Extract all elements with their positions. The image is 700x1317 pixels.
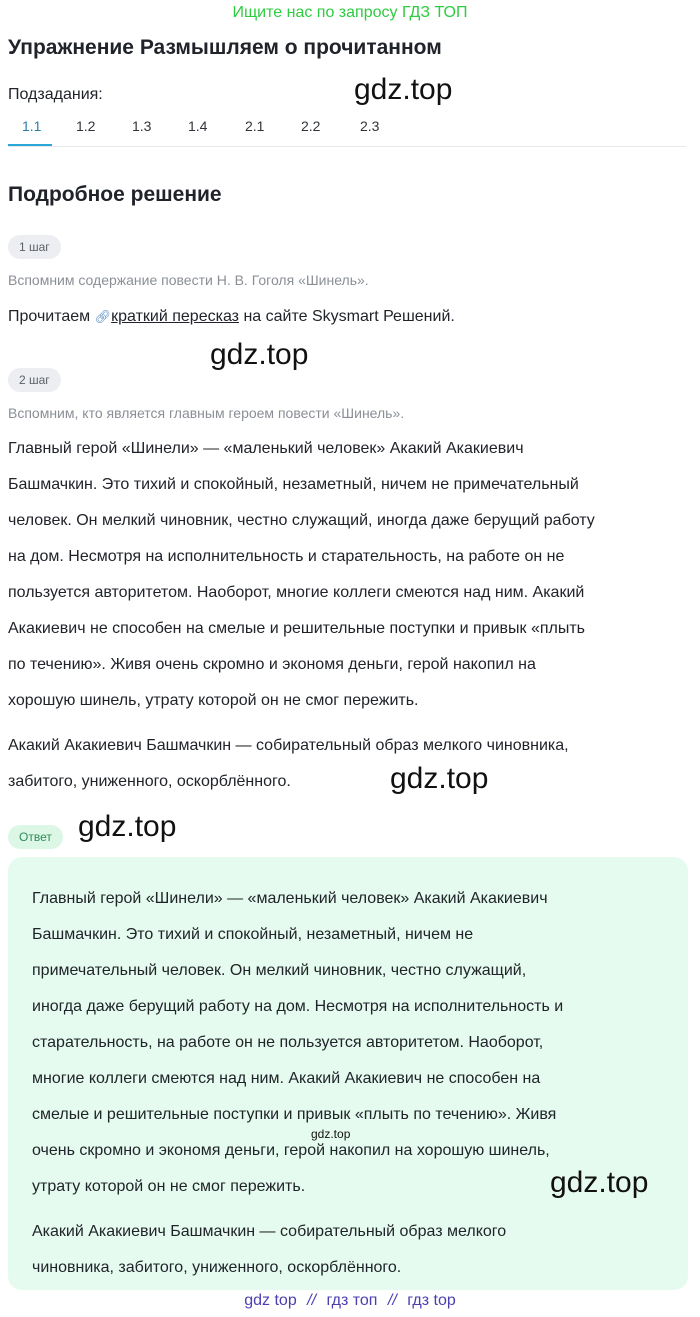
watermark: gdz.top	[210, 338, 309, 371]
text-line: примечательный человек. Он мелкий чиновник, честно служащий,	[32, 962, 527, 979]
step-2-badge: 2 шаг	[8, 368, 61, 392]
summary-link[interactable]: краткий пересказ	[111, 308, 239, 325]
step-1-text	[8, 308, 455, 326]
link-icon: 🔗︎	[94, 309, 112, 324]
watermark: gdz.top	[390, 762, 489, 795]
subtasks-label: Подзадания:	[8, 86, 103, 103]
text-line: очень скромно и экономя деньги, герой накопил на хорошую шинель,	[32, 1142, 550, 1159]
step-2-paragraph-2	[8, 728, 698, 800]
text-line: смелые и решительные поступки и привык «плыть по течению». Живя	[32, 1106, 557, 1123]
footer-links	[0, 1292, 700, 1310]
active-tab-indicator	[8, 144, 52, 146]
step-2-note: Вспомним, кто является главным героем повести «Шинель».	[8, 405, 405, 421]
watermark: gdz.top	[354, 73, 453, 106]
step-1-badge: 1 шаг	[8, 235, 61, 259]
promo-text: Ищите нас по запросу ГДЗ ТОП	[232, 4, 468, 21]
step-1-text-before: Прочитаем	[8, 308, 91, 325]
tab-2-2[interactable]: 2.2	[301, 118, 321, 134]
footer-link-1[interactable]: gdz top	[244, 1292, 297, 1309]
text-line: хорошую шинель, утрату которой он не смог пережить.	[8, 692, 419, 709]
footer-link-3[interactable]: гдз top	[407, 1292, 456, 1309]
answer-paragraph-2	[32, 1214, 682, 1286]
page-title: Упражнение Размышляем о прочитанном	[8, 36, 442, 59]
text-line: иногда даже берущий работу на дом. Несмотря на исполнительность и	[32, 998, 564, 1015]
text-line: забитого, униженного, оскорблённого.	[8, 773, 291, 790]
answer-box	[8, 857, 688, 1290]
step-2-paragraph-1	[8, 431, 698, 719]
text-line: старательность, на работе он не пользуется авторитетом. Наоборот,	[32, 1034, 544, 1051]
text-line: чиновника, забитого, униженного, оскорблённого.	[32, 1259, 402, 1276]
tab-1-2[interactable]: 1.2	[76, 118, 96, 134]
watermark: gdz.top	[78, 810, 177, 843]
subtask-tabs	[8, 116, 686, 147]
footer-separator: //	[387, 1292, 397, 1309]
text-line: Главный герой «Шинели» — «маленький человек» Акакий Акакиевич	[8, 440, 524, 457]
solution-title: Подробное решение	[8, 183, 222, 206]
text-line: на дом. Несмотря на исполнительность и старательность, на работе он не	[8, 548, 565, 565]
step-1-note: Вспомним содержание повести Н. В. Гоголя «Шинель».	[8, 272, 369, 288]
text-line: Акакий Акакиевич Башмачкин — собирательный образ мелкого чиновника,	[8, 737, 569, 754]
tab-2-1[interactable]: 2.1	[245, 118, 265, 134]
text-line: многие коллеги смеются над ним. Акакий Акакиевич не способен на	[32, 1070, 541, 1087]
text-line: Башмачкин. Это тихий и спокойный, незаметный, ничем не	[32, 926, 474, 943]
text-line: пользуется авторитетом. Наоборот, многие коллеги смеются над ним. Акакий	[8, 584, 585, 601]
text-line: Акакий Акакиевич Башмачкин — собирательный образ мелкого	[32, 1223, 507, 1240]
tab-1-3[interactable]: 1.3	[132, 118, 152, 134]
answer-badge: Ответ	[8, 825, 63, 849]
text-line: Главный герой «Шинели» — «маленький человек» Акакий Акакиевич	[32, 890, 548, 907]
answer-paragraph-1	[32, 881, 682, 1205]
text-line: утрату которой он не смог пережить.	[32, 1178, 306, 1195]
tab-1-1[interactable]: 1.1	[22, 118, 42, 134]
footer-link-2[interactable]: гдз топ	[326, 1292, 378, 1309]
text-line: по течению». Живя очень скромно и экономя деньги, герой накопил на	[8, 656, 536, 673]
watermark: gdz.top	[550, 1166, 649, 1199]
text-line: Башмачкин. Это тихий и спокойный, незаметный, ничем не примечательный	[8, 476, 579, 493]
tab-2-3[interactable]: 2.3	[360, 118, 380, 134]
text-line: человек. Он мелкий чиновник, честно служащий, иногда даже берущий работу	[8, 512, 595, 529]
watermark-small: gdz.top	[311, 1127, 351, 1141]
text-line: Акакиевич не способен на смелые и решительные поступки и привык «плыть	[8, 620, 586, 637]
footer-separator: //	[307, 1292, 317, 1309]
step-1-text-after: на сайте Skysmart Решений.	[243, 308, 455, 325]
tab-1-4[interactable]: 1.4	[188, 118, 208, 134]
